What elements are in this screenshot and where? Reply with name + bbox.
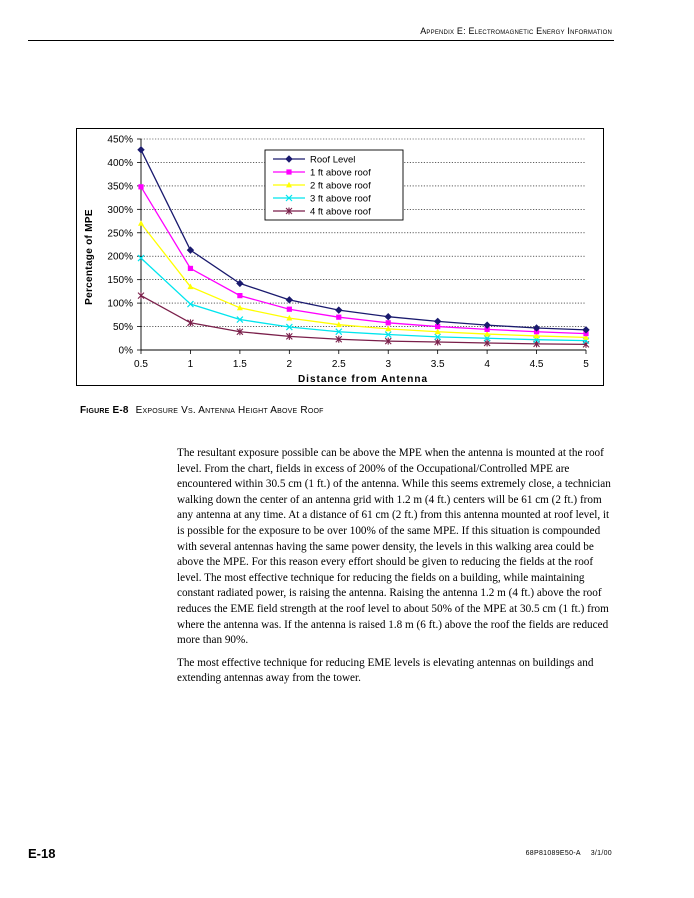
chart-frame [76, 128, 604, 386]
mpe-line-chart [77, 129, 605, 387]
y-tick-label: 350% [107, 181, 133, 193]
y-tick-label: 100% [107, 298, 133, 310]
x-tick-label: 3 [385, 359, 392, 370]
data-point [286, 297, 292, 303]
legend-label: 1 ft above roof [310, 167, 371, 179]
footer-doc-info [526, 850, 612, 857]
y-tick-label: 0% [118, 345, 133, 357]
y-tick-label: 250% [107, 228, 133, 240]
y-tick-label: 450% [107, 134, 133, 146]
data-point [188, 266, 193, 271]
x-tick-label: 1.5 [232, 359, 247, 370]
paragraph-2: The most effective technique for reducing EME levels is elevating antennas on buildings and extending antennas away from the tower. [177, 656, 594, 685]
data-point [138, 292, 144, 299]
legend-label: 3 ft above roof [310, 193, 371, 205]
paragraph-1: The resultant exposure possible can be above the MPE when the antenna is mounted at the roof level. From the chart, fields in excess of 200% of the Occupational/Controlled MPE are encountered within 30.5 cm (1 ft.) of the antenna. While this seems extremely close, a technician walking down the center of an antenna grid with 1.2 m (4 ft.) centers will be 61 cm (2 ft.) from any antenna at any time. At a distance of 61 cm (2 ft.) from this antenna mounted at roof level, it is possible for the exposure to be over 100% of the same MPE. If this situation is compounded with several antennas having the same power density, the levels in this walking area could be above the MPE. For this reason every effort should be given to reducing the fields at the roof level. The most effective technique for reducing the fields on a building, while maintaining constant radiated power, is raising the antenna. Raising the antenna 1.2 m (4 ft.) above the roof reduces the EME field strength at the roof level to about 50% of the MPE at 30.5 cm (1 ft.) from where the antenna was. If the antenna is raised 1.8 m (6 ft.) above the roof the fields are reduced more than 90%. [177, 447, 611, 647]
x-tick-label: 4.5 [529, 359, 544, 370]
y-tick-label: 400% [107, 157, 133, 169]
x-axis-label: Distance from Antenna [297, 374, 429, 385]
figure-caption [80, 405, 324, 416]
figure-label: Figure E-8 [80, 405, 129, 416]
x-tick-label: 0.5 [134, 359, 148, 370]
data-point [385, 314, 391, 320]
data-point [138, 184, 143, 189]
legend-label: 2 ft above roof [310, 180, 371, 192]
chart-legend [265, 150, 403, 220]
y-tick-label: 300% [107, 204, 133, 216]
figure-title: Exposure Vs. Antenna Height Above Roof [135, 405, 324, 416]
data-point [237, 293, 242, 298]
x-tick-label: 3.5 [430, 359, 445, 370]
body-text [177, 446, 614, 694]
data-point [286, 169, 291, 174]
x-tick-label: 5 [583, 359, 589, 370]
data-point [435, 318, 441, 324]
x-tick-label: 4 [484, 359, 490, 370]
document-date: 3/1/00 [590, 850, 612, 857]
data-point [138, 147, 144, 153]
y-tick-label: 50% [112, 322, 133, 334]
page-number: E-18 [28, 846, 56, 861]
document-number: 68P81089E50-A [525, 850, 581, 857]
x-tick-label: 1 [187, 359, 194, 370]
series-2-ft-above-roof [138, 220, 589, 340]
data-point [386, 320, 391, 325]
data-point [287, 307, 292, 312]
series-line [141, 258, 586, 341]
data-point [336, 307, 342, 313]
y-tick-label: 150% [107, 275, 133, 287]
x-tick-label: 2 [286, 359, 293, 370]
y-axis-label: Percentage of MPE [84, 209, 95, 305]
data-point [336, 315, 341, 320]
data-point [138, 220, 144, 226]
x-tick-label: 2.5 [331, 359, 346, 370]
y-tick-label: 200% [107, 251, 133, 263]
legend-label: 4 ft above roof [310, 206, 371, 218]
running-header: Appendix E: Electromagnetic Energy Information [420, 26, 612, 36]
header-rule [28, 40, 614, 41]
legend-label: Roof Level [310, 154, 356, 166]
